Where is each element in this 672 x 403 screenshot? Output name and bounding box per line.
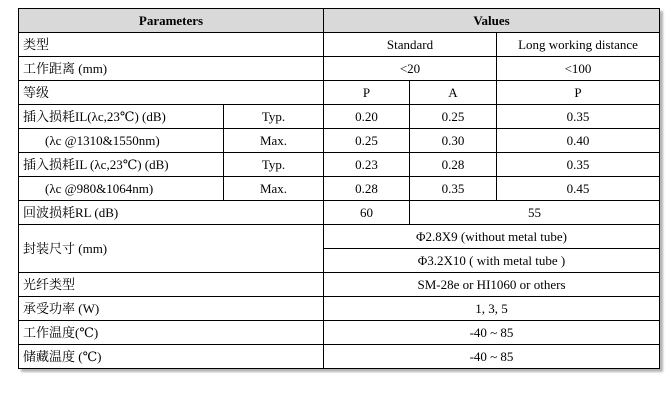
il1-label-line1: 插入损耗IL(λc,23℃) (dB) [19, 105, 224, 129]
table-row [19, 105, 660, 129]
table-row [19, 201, 660, 225]
il2-typ-long: 0.35 [497, 153, 660, 177]
table-row [19, 57, 660, 81]
power-label: 承受功率 (W) [19, 297, 324, 321]
il1-typ-p: 0.20 [324, 105, 410, 129]
il1-typ-a: 0.25 [410, 105, 497, 129]
table-row [19, 225, 660, 249]
fiber-value: SM-28e or HI1060 or others [324, 273, 660, 297]
fiber-label: 光纤类型 [19, 273, 324, 297]
table-row [19, 177, 660, 201]
return-loss-value-1: 60 [324, 201, 410, 225]
il2-typ-label: Typ. [224, 153, 324, 177]
return-loss-value-2: 55 [410, 201, 660, 225]
il2-max-a: 0.35 [410, 177, 497, 201]
working-distance-standard: <20 [324, 57, 497, 81]
type-label: 类型 [19, 33, 324, 57]
op-temp-label: 工作温度(℃) [19, 321, 324, 345]
il2-label-line1: 插入损耗IL (λc,23℃) (dB) [19, 153, 224, 177]
il1-max-long: 0.40 [497, 129, 660, 153]
working-distance-long: <100 [497, 57, 660, 81]
il2-max-p: 0.28 [324, 177, 410, 201]
grade-p-long: P [497, 81, 660, 105]
working-distance-label: 工作距离 (mm) [19, 57, 324, 81]
package-label: 封装尺寸 (mm) [19, 225, 324, 273]
il2-label-line2: (λc @980&1064nm) [19, 177, 224, 201]
header-values: Values [324, 9, 660, 33]
power-value: 1, 3, 5 [324, 297, 660, 321]
storage-temp-value: -40 ~ 85 [324, 345, 660, 369]
return-loss-label: 回波损耗RL (dB) [19, 201, 324, 225]
grade-a: A [410, 81, 497, 105]
il1-max-a: 0.30 [410, 129, 497, 153]
table-row [19, 273, 660, 297]
il2-max-label: Max. [224, 177, 324, 201]
op-temp-value: -40 ~ 85 [324, 321, 660, 345]
il1-max-label: Max. [224, 129, 324, 153]
header-row [19, 9, 660, 33]
il2-max-long: 0.45 [497, 177, 660, 201]
table-row [19, 33, 660, 57]
storage-temp-label: 储藏温度 (℃) [19, 345, 324, 369]
il1-typ-long: 0.35 [497, 105, 660, 129]
table-row [19, 321, 660, 345]
package-without-tube: Φ2.8X9 (without metal tube) [324, 225, 660, 249]
type-long: Long working distance [497, 33, 660, 57]
table-row [19, 297, 660, 321]
spec-table [18, 8, 660, 369]
il2-typ-a: 0.28 [410, 153, 497, 177]
table-row [19, 81, 660, 105]
table-row [19, 153, 660, 177]
table-row [19, 129, 660, 153]
il2-typ-p: 0.23 [324, 153, 410, 177]
grade-p: P [324, 81, 410, 105]
type-standard: Standard [324, 33, 497, 57]
il1-label-line2: (λc @1310&1550nm) [19, 129, 224, 153]
header-parameters: Parameters [19, 9, 324, 33]
il1-typ-label: Typ. [224, 105, 324, 129]
package-with-tube: Φ3.2X10 ( with metal tube ) [324, 249, 660, 273]
grade-label: 等级 [19, 81, 324, 105]
table-row [19, 345, 660, 369]
il1-max-p: 0.25 [324, 129, 410, 153]
